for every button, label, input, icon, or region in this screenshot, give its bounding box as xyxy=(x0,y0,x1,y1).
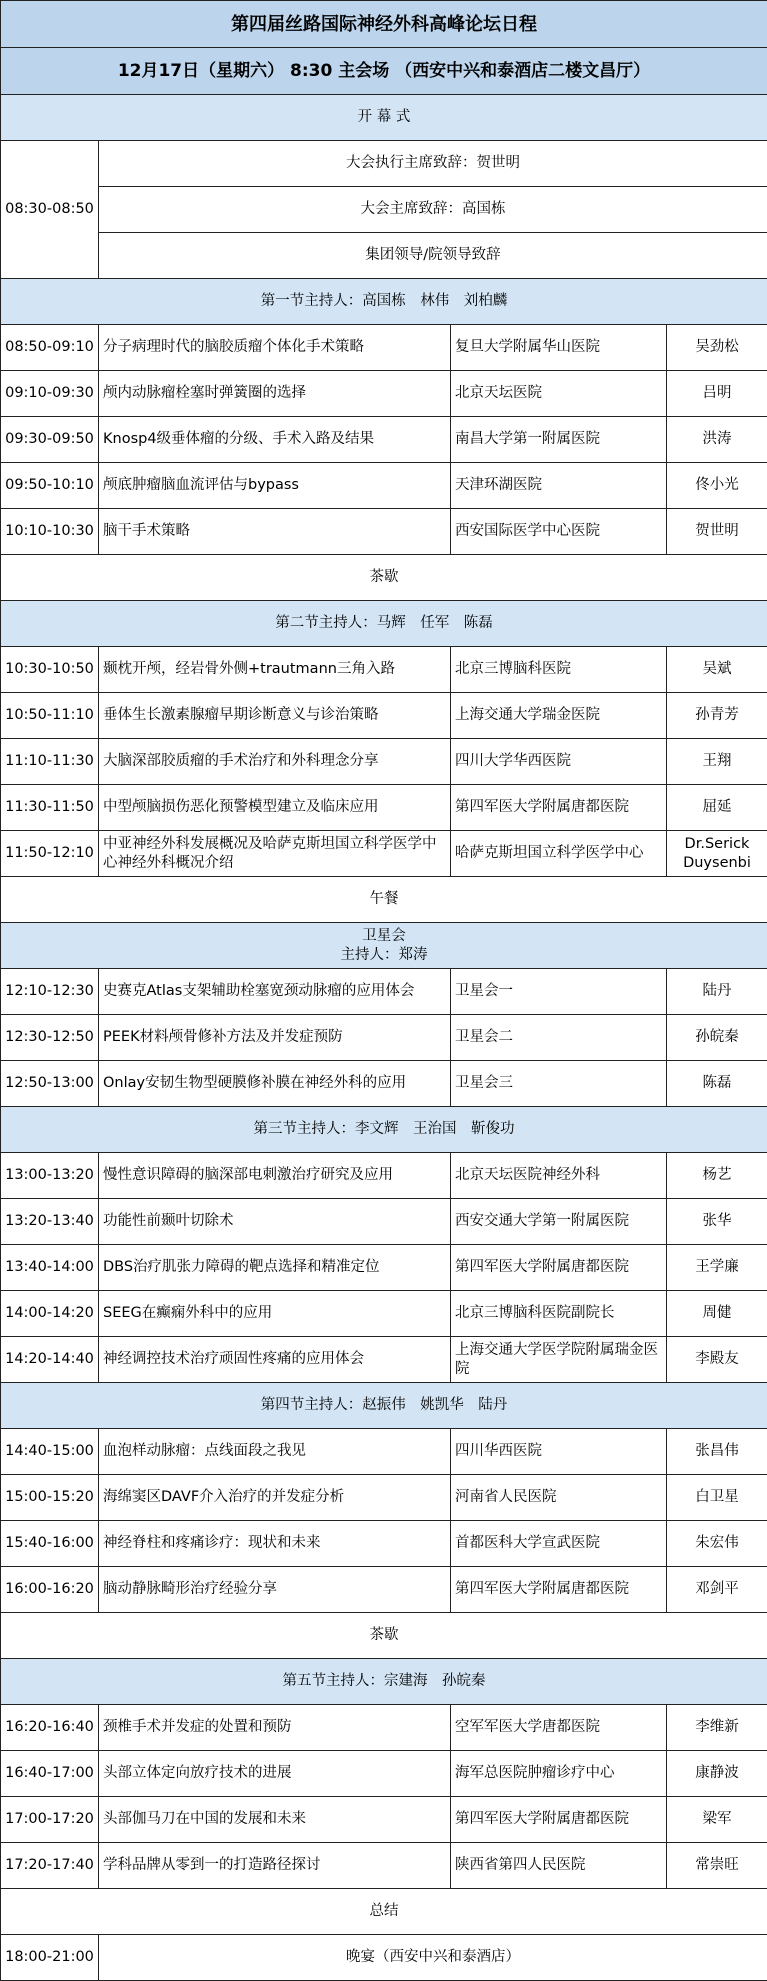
talk-institution: 卫星会三 xyxy=(451,1061,667,1107)
talk-topic: 颅内动脉瘤栓塞时弹簧圈的选择 xyxy=(99,371,451,417)
talk-speaker: 康静波 xyxy=(667,1751,767,1797)
session-host-header: 第五节主持人：宗建海 孙皖秦 xyxy=(1,1659,767,1705)
talk-topic: 垂体生长激素腺瘤早期诊断意义与诊治策略 xyxy=(99,693,451,739)
talk-institution: 第四军医大学附属唐都医院 xyxy=(451,1797,667,1843)
talk-institution: 哈萨克斯坦国立科学医学中心 xyxy=(451,831,667,877)
talk-speaker: 周健 xyxy=(667,1291,767,1337)
talk-speaker: Dr.Serick Duysenbi xyxy=(667,831,767,877)
talk-time: 10:10-10:30 xyxy=(1,509,99,555)
talk-institution: 卫星会二 xyxy=(451,1015,667,1061)
talk-speaker: 杨艺 xyxy=(667,1153,767,1199)
satellite-title: 卫星会 xyxy=(5,927,763,946)
table-row xyxy=(1,1245,767,1291)
talk-time: 09:50-10:10 xyxy=(1,463,99,509)
date-venue: 12月17日（星期六） 8:30 主会场 （西安中兴和泰酒店二楼文昌厅） xyxy=(1,48,767,95)
talk-speaker: 洪涛 xyxy=(667,417,767,463)
talk-topic: 神经调控技术治疗顽固性疼痛的应用体会 xyxy=(99,1337,451,1383)
talk-speaker: 张华 xyxy=(667,1199,767,1245)
talk-topic: 头部立体定向放疗技术的进展 xyxy=(99,1751,451,1797)
table-row xyxy=(1,1797,767,1843)
talk-institution: 海军总医院肿瘤诊疗中心 xyxy=(451,1751,667,1797)
talk-institution: 北京天坛医院 xyxy=(451,371,667,417)
talk-institution: 北京天坛医院神经外科 xyxy=(451,1153,667,1199)
satellite-host: 主持人：郑涛 xyxy=(5,946,763,965)
talk-time: 11:10-11:30 xyxy=(1,739,99,785)
talk-speaker: 王翔 xyxy=(667,739,767,785)
talk-time: 16:20-16:40 xyxy=(1,1705,99,1751)
talk-time: 10:30-10:50 xyxy=(1,647,99,693)
talk-time: 14:40-15:00 xyxy=(1,1429,99,1475)
talk-time: 12:30-12:50 xyxy=(1,1015,99,1061)
opening-time: 08:30-08:50 xyxy=(1,141,99,279)
table-row xyxy=(1,1521,767,1567)
talk-time: 13:20-13:40 xyxy=(1,1199,99,1245)
talk-time: 11:50-12:10 xyxy=(1,831,99,877)
talk-institution: 陕西省第四人民医院 xyxy=(451,1843,667,1889)
table-row xyxy=(1,371,767,417)
talk-institution: 西安交通大学第一附属医院 xyxy=(451,1199,667,1245)
talk-speaker: 吴斌 xyxy=(667,647,767,693)
table-row xyxy=(1,1429,767,1475)
table-row xyxy=(1,1475,767,1521)
break-row: 茶歇 xyxy=(1,1613,767,1659)
talk-time: 12:50-13:00 xyxy=(1,1061,99,1107)
table-row xyxy=(1,325,767,371)
talk-time: 11:30-11:50 xyxy=(1,785,99,831)
talk-speaker: 陆丹 xyxy=(667,969,767,1015)
talk-topic: 中亚神经外科发展概况及哈萨克斯坦国立科学医学中心神经外科概况介绍 xyxy=(99,831,451,877)
talk-institution: 北京三博脑科医院 xyxy=(451,647,667,693)
talk-institution: 第四军医大学附属唐都医院 xyxy=(451,785,667,831)
opening-item: 大会执行主席致辞：贺世明 xyxy=(99,141,767,187)
talk-institution: 上海交通大学医学院附属瑞金医院 xyxy=(451,1337,667,1383)
schedule-body xyxy=(1,1,767,1981)
talk-speaker: 孙青芳 xyxy=(667,693,767,739)
talk-topic: Knosp4级垂体瘤的分级、手术入路及结果 xyxy=(99,417,451,463)
talk-speaker: 孙皖秦 xyxy=(667,1015,767,1061)
table-row xyxy=(1,1567,767,1613)
talk-speaker: 张昌伟 xyxy=(667,1429,767,1475)
talk-topic: DBS治疗肌张力障碍的靶点选择和精准定位 xyxy=(99,1245,451,1291)
talk-topic: 血泡样动脉瘤：点线面段之我见 xyxy=(99,1429,451,1475)
talk-speaker: 王学廉 xyxy=(667,1245,767,1291)
talk-speaker: 陈磊 xyxy=(667,1061,767,1107)
session-host-header xyxy=(1,923,767,969)
talk-topic: 海绵窦区DAVF介入治疗的并发症分析 xyxy=(99,1475,451,1521)
break-row: 茶歇 xyxy=(1,555,767,601)
talk-speaker: 佟小光 xyxy=(667,463,767,509)
talk-time: 13:40-14:00 xyxy=(1,1245,99,1291)
talk-institution: 空军军医大学唐都医院 xyxy=(451,1705,667,1751)
table-row xyxy=(1,1843,767,1889)
talk-speaker: 邓剑平 xyxy=(667,1567,767,1613)
table-row xyxy=(1,1751,767,1797)
talk-topic: Onlay安韧生物型硬膜修补膜在神经外科的应用 xyxy=(99,1061,451,1107)
table-row xyxy=(1,1337,767,1383)
talk-speaker: 梁军 xyxy=(667,1797,767,1843)
talk-time: 08:50-09:10 xyxy=(1,325,99,371)
talk-topic: 颈椎手术并发症的处置和预防 xyxy=(99,1705,451,1751)
table-row xyxy=(1,1199,767,1245)
talk-speaker: 常崇旺 xyxy=(667,1843,767,1889)
table-row xyxy=(1,739,767,785)
table-row xyxy=(1,785,767,831)
talk-topic: 大脑深部胶质瘤的手术治疗和外科理念分享 xyxy=(99,739,451,785)
talk-speaker: 李维新 xyxy=(667,1705,767,1751)
table-row xyxy=(1,1291,767,1337)
talk-topic: 史赛克Atlas支架辅助栓塞宽颈动脉瘤的应用体会 xyxy=(99,969,451,1015)
talk-institution: 四川华西医院 xyxy=(451,1429,667,1475)
talk-speaker: 吕明 xyxy=(667,371,767,417)
talk-topic: 颞枕开颅，经岩骨外侧+trautmann三角入路 xyxy=(99,647,451,693)
talk-time: 12:10-12:30 xyxy=(1,969,99,1015)
talk-time: 10:50-11:10 xyxy=(1,693,99,739)
dinner-row xyxy=(1,1935,767,1981)
table-row xyxy=(1,1015,767,1061)
table-row xyxy=(1,969,767,1015)
opening-header: 开 幕 式 xyxy=(1,95,767,141)
talk-topic: 脑动静脉畸形治疗经验分享 xyxy=(99,1567,451,1613)
talk-time: 15:00-15:20 xyxy=(1,1475,99,1521)
talk-topic: 慢性意识障碍的脑深部电刺激治疗研究及应用 xyxy=(99,1153,451,1199)
table-row xyxy=(1,1153,767,1199)
table-row xyxy=(1,1705,767,1751)
table-row xyxy=(1,693,767,739)
session-host-header: 第四节主持人：赵振伟 姚凯华 陆丹 xyxy=(1,1383,767,1429)
talk-time: 09:30-09:50 xyxy=(1,417,99,463)
talk-institution: 卫星会一 xyxy=(451,969,667,1015)
session-host-header: 第三节主持人：李文辉 王治国 靳俊功 xyxy=(1,1107,767,1153)
talk-institution: 天津环湖医院 xyxy=(451,463,667,509)
talk-speaker: 屈延 xyxy=(667,785,767,831)
talk-topic: 脑干手术策略 xyxy=(99,509,451,555)
talk-institution: 北京三博脑科医院副院长 xyxy=(451,1291,667,1337)
talk-time: 17:00-17:20 xyxy=(1,1797,99,1843)
talk-institution: 四川大学华西医院 xyxy=(451,739,667,785)
talk-speaker: 吴劲松 xyxy=(667,325,767,371)
dinner-label: 晚宴（西安中兴和泰酒店） xyxy=(99,1935,767,1981)
table-row xyxy=(1,463,767,509)
break-row: 午餐 xyxy=(1,877,767,923)
break-row: 总结 xyxy=(1,1889,767,1935)
talk-time: 14:20-14:40 xyxy=(1,1337,99,1383)
talk-time: 15:40-16:00 xyxy=(1,1521,99,1567)
talk-institution: 南昌大学第一附属医院 xyxy=(451,417,667,463)
talk-time: 16:00-16:20 xyxy=(1,1567,99,1613)
dinner-time: 18:00-21:00 xyxy=(1,1935,99,1981)
talk-institution: 河南省人民医院 xyxy=(451,1475,667,1521)
talk-institution: 第四军医大学附属唐都医院 xyxy=(451,1245,667,1291)
talk-topic: 中型颅脑损伤恶化预警模型建立及临床应用 xyxy=(99,785,451,831)
talk-topic: 功能性前颞叶切除术 xyxy=(99,1199,451,1245)
talk-institution: 上海交通大学瑞金医院 xyxy=(451,693,667,739)
talk-topic: 分子病理时代的脑胶质瘤个体化手术策略 xyxy=(99,325,451,371)
talk-time: 09:10-09:30 xyxy=(1,371,99,417)
page-title: 第四届丝路国际神经外科高峰论坛日程 xyxy=(1,1,767,48)
session-host-header: 第一节主持人：高国栋 林伟 刘柏麟 xyxy=(1,279,767,325)
talk-topic: 神经脊柱和疼痛诊疗：现状和未来 xyxy=(99,1521,451,1567)
talk-speaker: 白卫星 xyxy=(667,1475,767,1521)
talk-topic: 学科品牌从零到一的打造路径探讨 xyxy=(99,1843,451,1889)
talk-institution: 西安国际医学中心医院 xyxy=(451,509,667,555)
talk-time: 13:00-13:20 xyxy=(1,1153,99,1199)
talk-speaker: 李殿友 xyxy=(667,1337,767,1383)
table-row xyxy=(1,509,767,555)
talk-time: 17:20-17:40 xyxy=(1,1843,99,1889)
table-row xyxy=(1,417,767,463)
talk-institution: 首都医科大学宣武医院 xyxy=(451,1521,667,1567)
talk-topic: 颅底肿瘤脑血流评估与bypass xyxy=(99,463,451,509)
table-row xyxy=(1,647,767,693)
talk-speaker: 贺世明 xyxy=(667,509,767,555)
talk-time: 16:40-17:00 xyxy=(1,1751,99,1797)
talk-speaker: 朱宏伟 xyxy=(667,1521,767,1567)
opening-item: 大会主席致辞：高国栋 xyxy=(99,187,767,233)
table-row xyxy=(1,831,767,877)
talk-institution: 第四军医大学附属唐都医院 xyxy=(451,1567,667,1613)
talk-institution: 复旦大学附属华山医院 xyxy=(451,325,667,371)
talk-topic: SEEG在癫痫外科中的应用 xyxy=(99,1291,451,1337)
talk-time: 14:00-14:20 xyxy=(1,1291,99,1337)
talk-topic: PEEK材料颅骨修补方法及并发症预防 xyxy=(99,1015,451,1061)
session-host-header: 第二节主持人：马辉 任军 陈磊 xyxy=(1,601,767,647)
table-row xyxy=(1,1061,767,1107)
talk-topic: 头部伽马刀在中国的发展和未来 xyxy=(99,1797,451,1843)
opening-item: 集团领导/院领导致辞 xyxy=(99,233,767,279)
